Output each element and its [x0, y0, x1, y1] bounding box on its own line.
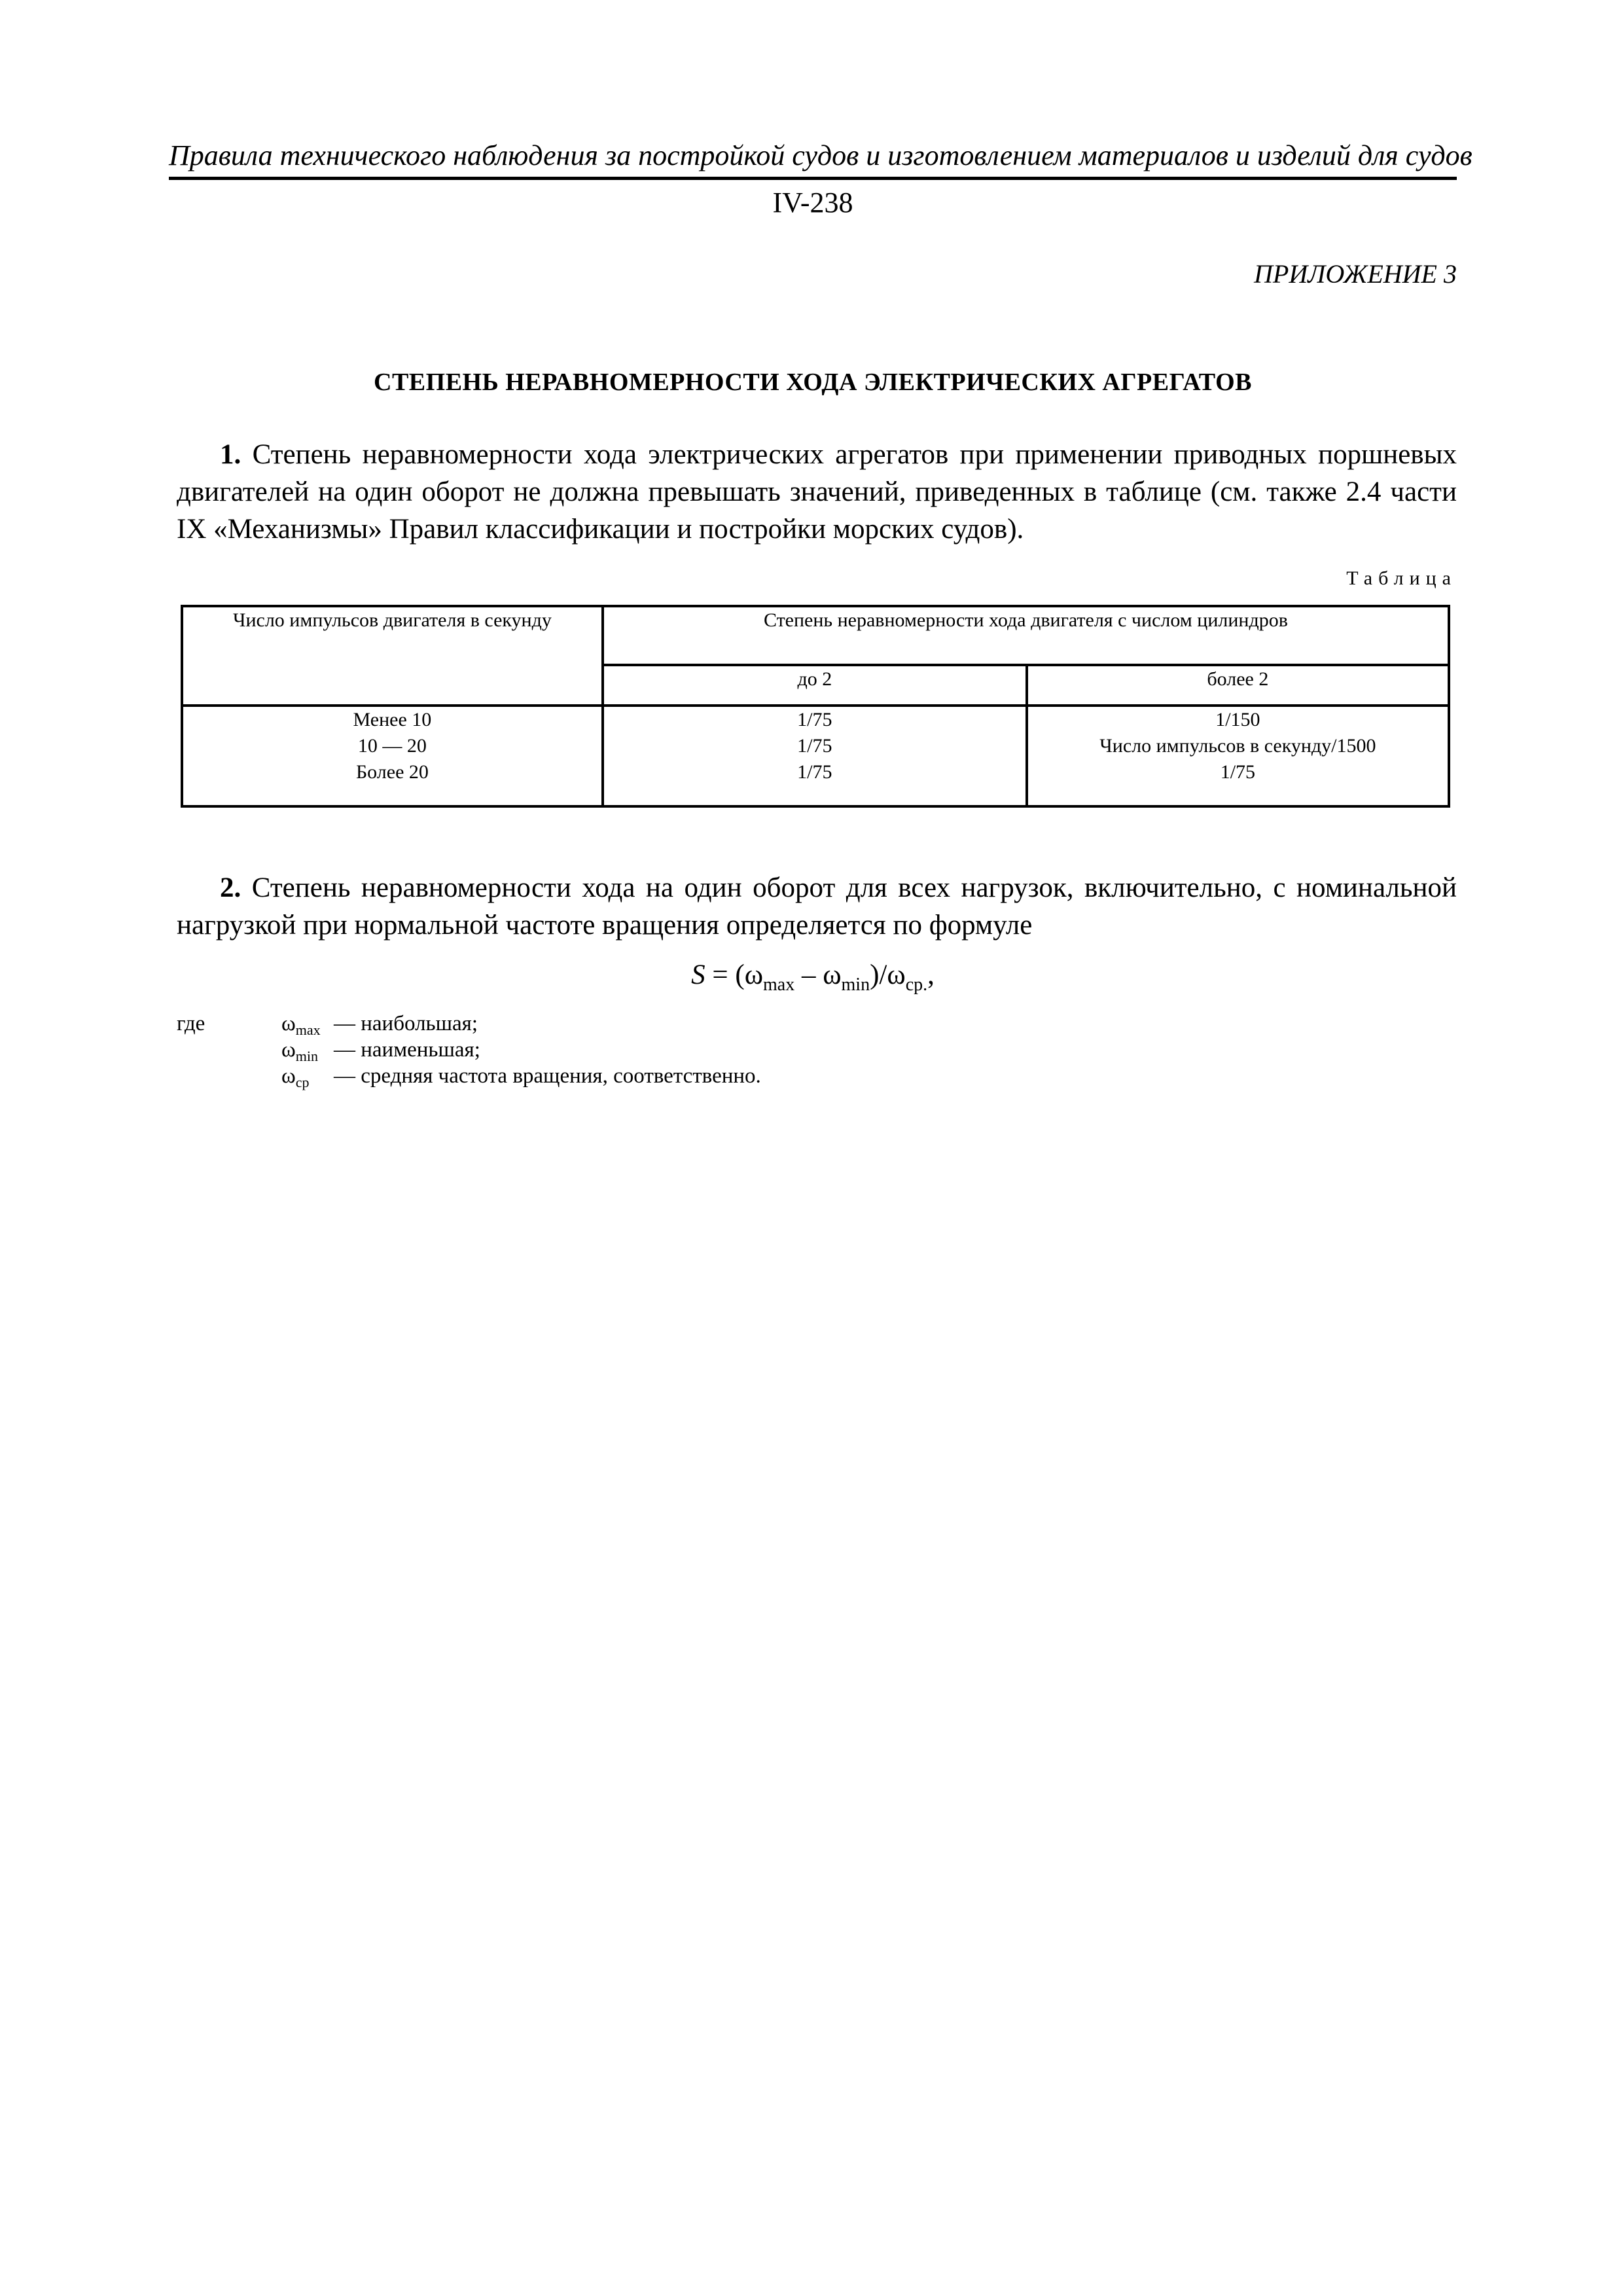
column-over-2 [1027, 706, 1449, 806]
table-cell: Более 20 [355, 761, 429, 783]
legend-omega: ω [281, 1012, 296, 1035]
formula-minus: – [794, 960, 823, 990]
legend-where: где [177, 1012, 205, 1035]
legend-omega: ω [281, 1038, 296, 1062]
paragraph-1-text: Степень неравномерности хода электрических агрегатов при применении приводных поршневых двигателей на один оборот не должна превышать значений, приведенных в таблице (см. также 2.4 части IX «Механизмы» Правил классификации и постройки морских судов). [177, 439, 1457, 545]
header-impulses: Число импульсов двигателя в секунду [182, 606, 603, 706]
table-header-row [182, 606, 1449, 665]
table-caption: Таблица [1346, 567, 1457, 589]
table-cell: 10 — 20 [357, 735, 427, 757]
formula-omega-min: ω [823, 960, 842, 990]
uniformity-table [181, 605, 1450, 808]
formula-div: )/ [870, 960, 887, 990]
appendix-label: ПРИЛОЖЕНИЕ 3 [1254, 259, 1457, 289]
table-cell: 1/75 [797, 735, 832, 757]
legend-symbol [281, 1063, 310, 1089]
formula-omega-max: ω [744, 960, 763, 990]
formula-omega-avg: ω [887, 960, 906, 990]
formula [169, 956, 1457, 995]
table-cell: 1/150 [1215, 709, 1260, 730]
formula-sub-avg: ср. [905, 975, 928, 995]
legend-text: — средняя частота вращения, соответственно. [334, 1064, 761, 1088]
table-cell: Число импульсов в секунду/1500 [1099, 735, 1376, 757]
legend-sub: max [295, 1022, 321, 1038]
paragraph-2-text: Степень неравномерности хода на один оборот для всех нагрузок, включительно, с номинальной нагрузкой при нормальной частоте вращения определяется по формуле [177, 872, 1457, 941]
formula-eq: = ( [705, 960, 745, 990]
legend-sub: ср [295, 1074, 310, 1090]
legend-text: — наименьшая; [334, 1038, 480, 1062]
table-body-row [182, 706, 1449, 806]
column-impulses [182, 706, 603, 806]
section-title: СТЕПЕНЬ НЕРАВНОМЕРНОСТИ ХОДА ЭЛЕКТРИЧЕСКИХ АГРЕГАТОВ [374, 368, 1252, 396]
legend-sub: min [295, 1048, 318, 1064]
column-upto-2 [603, 706, 1027, 806]
legend-omega: ω [281, 1064, 296, 1088]
formula-sub-min: min [841, 975, 870, 995]
legend-text: — наибольшая; [334, 1012, 478, 1035]
running-header: Правила технического наблюдения за постройкой судов и изготовлением материалов и изделий для судов [169, 139, 1472, 171]
paragraph-1 [177, 436, 1457, 548]
table-cell: 1/75 [797, 761, 832, 783]
subheader-upto-2: до 2 [603, 665, 1027, 706]
header-rule [169, 177, 1457, 180]
formula-tail: , [927, 960, 935, 990]
paragraph-2 [177, 869, 1457, 944]
header-cylinders-group: Степень неравномерности хода двигателя с числом цилиндров [603, 606, 1449, 665]
page-number: IV-238 [772, 187, 853, 219]
table-cell: 1/75 [1220, 761, 1256, 783]
paragraph-2-number: 2. [220, 872, 241, 903]
legend-symbol [281, 1037, 318, 1063]
subheader-over-2: более 2 [1027, 665, 1449, 706]
formula-lhs: S [691, 960, 705, 990]
table-cell: Менее 10 [353, 709, 432, 730]
legend-symbol [281, 1011, 321, 1037]
paragraph-1-number: 1. [220, 439, 241, 470]
formula-sub-max: max [763, 975, 795, 995]
table-cell: 1/75 [797, 709, 832, 730]
